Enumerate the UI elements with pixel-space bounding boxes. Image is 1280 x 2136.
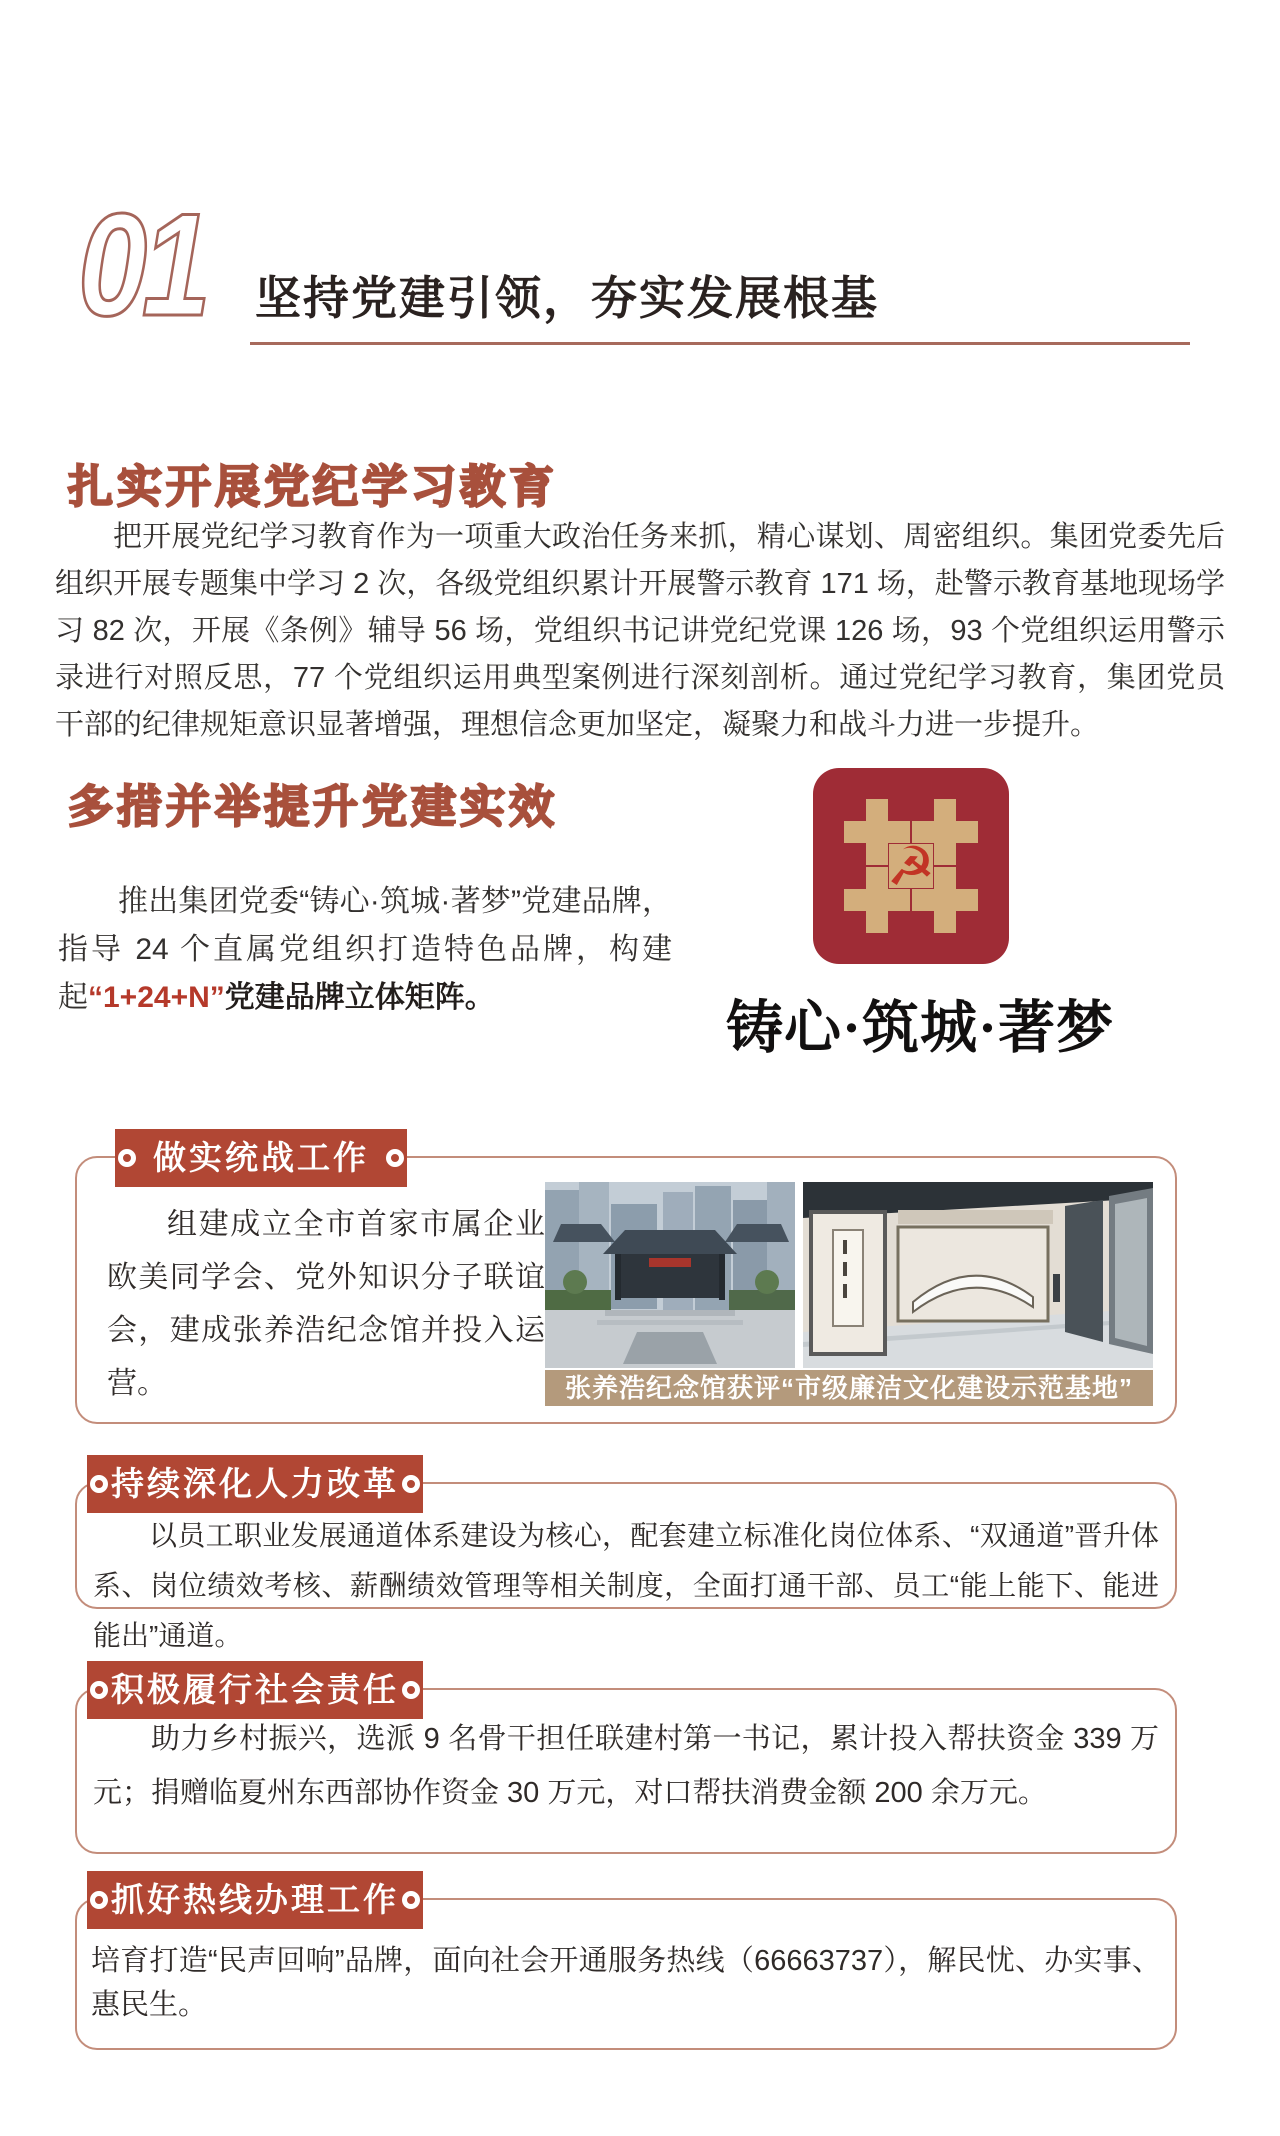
ribbon-ring-icon <box>90 1891 108 1909</box>
exhibition-hall-photo <box>803 1182 1153 1368</box>
party-brand-logo <box>813 768 1009 964</box>
ribbon-ring-icon <box>90 1475 108 1493</box>
card-title: 抓好热线办理工作 <box>111 1881 399 1918</box>
card-title: 积极履行社会责任 <box>111 1671 399 1708</box>
card-ribbon-hotline <box>87 1871 423 1929</box>
party-brand-logo-graphic <box>813 768 1009 964</box>
section-heading-discipline-education: 扎实开展党纪学习教育 <box>68 461 559 512</box>
card-body-social-responsibility: 助力乡村振兴，选派 9 名骨干担任联建村第一书记，累计投入帮扶资金 339 万元；捐赠临夏州东西部协作资金 30 万元，对口帮扶消费金额 200 余万元。 <box>93 1723 1159 1809</box>
card-hr-reform <box>75 1465 1177 1651</box>
card-ribbon-social-responsibility <box>87 1661 423 1719</box>
ribbon-ring-icon <box>118 1149 136 1167</box>
card-body-hotline: 培育打造“民声回响”品牌，面向社会开通服务热线（66663737），解民忧、办实事、惠民生。 <box>91 1945 1161 2021</box>
card-ribbon-hr-reform <box>87 1455 423 1513</box>
card-body-united-front: 组建成立全市首家市属企业欧美同学会、党外知识分子联谊会，建成张养浩纪念馆并投入运营。 <box>107 1208 545 1400</box>
brand-matrix-bold: 党建品牌立体矩阵。 <box>224 981 495 1014</box>
ribbon-ring-icon <box>386 1149 404 1167</box>
memorial-exterior-photo <box>545 1182 795 1368</box>
brand-matrix-highlight: “1+24+N” <box>88 981 225 1014</box>
brand-wordmark: 铸心·筑城·著梦 <box>725 997 1115 1060</box>
chapter-title: 坚持党建引领，夯实发展根基 <box>255 272 879 324</box>
ribbon-ring-icon <box>402 1681 420 1699</box>
card-body-hr-reform: 以员工职业发展通道体系建设为核心，配套建立标准化岗位体系、“双通道”晋升体系、岗位绩效考核、薪酬绩效管理等相关制度，全面打通干部、员工“能上能下、能进能出”通道。 <box>93 1520 1159 1651</box>
discipline-education-paragraph: 把开展党纪学习教育作为一项重大政治任务来抓，精心谋划、周密组织。集团党委先后组织开展专题集中学习 2 次，各级党组织累计开展警示教育 171 场，赴警示教育基地现场学习 82 次，开展《条例》辅导 56 场，党组织书记讲党纪党课 126 场，93 个党组织运用警示录进行对照反思，77 个党组织运用典型案例进行深刻剖析。通过党纪学习教育，集团党员干部的纪律规矩意识显著增强，理想信念更加坚定，凝聚力和战斗力进一步提升。 <box>55 521 1225 741</box>
photo-row <box>545 1182 1153 1368</box>
chapter-number: 01 <box>78 183 206 346</box>
card-title: 持续深化人力改革 <box>111 1465 399 1502</box>
card-ribbon-united-front <box>115 1129 407 1187</box>
card-united-front-work <box>75 1139 1177 1424</box>
card-social-responsibility <box>75 1671 1177 1854</box>
section-heading-party-brand: 多措并举提升党建实效 <box>68 781 559 832</box>
memorial-media-block <box>545 1182 1153 1406</box>
ribbon-ring-icon <box>90 1681 108 1699</box>
chapter-title-underline <box>250 342 1190 345</box>
hammer-sickle-icon: ☭ <box>886 835 936 898</box>
ribbon-ring-icon <box>402 1891 420 1909</box>
card-title: 做实统战工作 <box>153 1139 369 1176</box>
card-hotline-work <box>75 1881 1177 2050</box>
photo-caption-bar: 张养浩纪念馆获评“市级廉洁文化建设示范基地” <box>545 1370 1153 1406</box>
brand-paragraph-text: 推出集团党委“铸心·筑城·著梦”党建品牌，指导 24 个直属党组织打造特色品牌，构建起 <box>58 885 672 1014</box>
party-brand-paragraph <box>58 878 672 1022</box>
ribbon-ring-icon <box>402 1475 420 1493</box>
